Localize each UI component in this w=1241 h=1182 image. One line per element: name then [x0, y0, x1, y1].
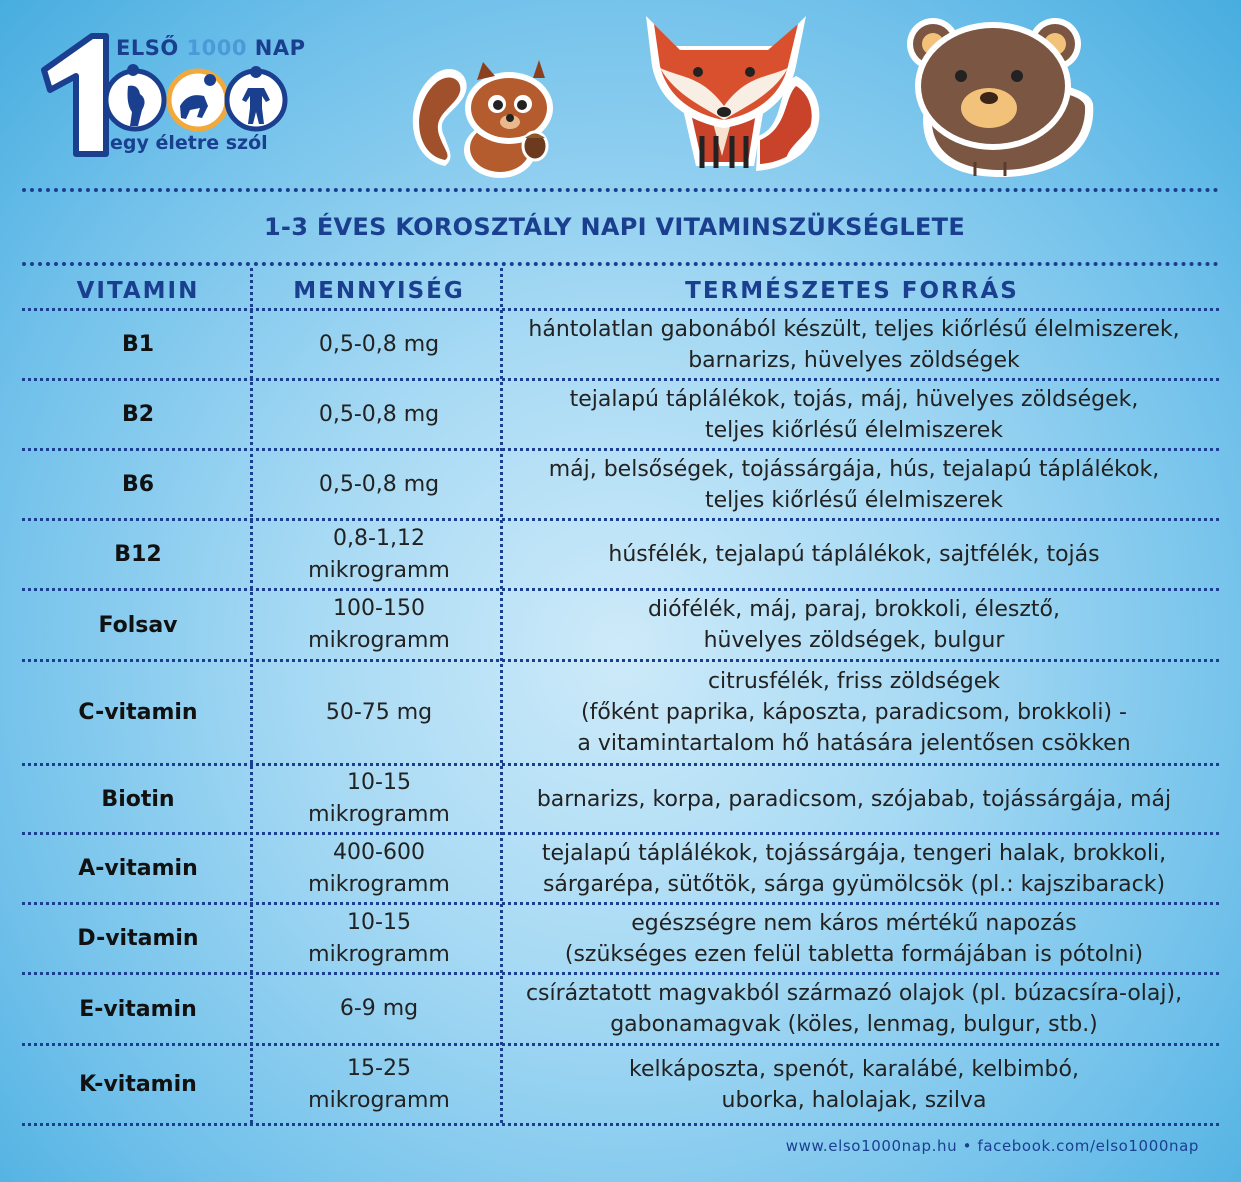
logo-subtitle: egy életre szól	[110, 132, 268, 154]
table-row	[22, 766, 1200, 832]
table-row	[22, 1046, 1200, 1123]
vitamin-name: B12	[114, 542, 162, 567]
vitamin-name: B6	[121, 472, 155, 497]
vitamin-name: Folsav	[98, 612, 178, 638]
vitamin-source: kelkáposzta, spenót, karalábé, kelbimbó, uborka, halolajak, szilva	[629, 1056, 1079, 1113]
divider-top	[22, 188, 1219, 192]
vitamin-amount: 0,5-0,8 mg	[318, 471, 440, 497]
vitamin-amount: 0,8-1,12 mikrogramm	[308, 525, 450, 583]
squirrel-icon	[405, 58, 555, 180]
vitamin-source: barnarizs, korpa, paradicsom, szójabab, tojássárgája, máj	[536, 786, 1172, 812]
vitamin-source: tejalapú táplálékok, tojás, máj, hüvelyes zöldségek, teljes kiőrlésű élelmiszerek	[569, 386, 1139, 443]
logo	[40, 32, 306, 162]
vitamin-name: K-vitamin	[79, 1072, 197, 1097]
table-row	[22, 662, 1200, 763]
divider-title	[22, 262, 1219, 266]
vitamin-name: E-vitamin	[79, 996, 197, 1022]
vitamin-name: Biotin	[101, 786, 175, 812]
vitamin-amount: 10-15 mikrogramm	[308, 909, 450, 967]
table-row	[22, 975, 1200, 1043]
table-row	[22, 905, 1200, 972]
vitamin-source: citrusfélék, friss zöldségek (főként paprika, káposzta, paradicsom, brokkoli) - a vitamintartalom hő hatására jelentősen csökken	[577, 669, 1131, 756]
footer-links[interactable]: www.elso1000nap.hu • facebook.com/elso1000nap	[785, 1137, 1199, 1155]
table-row	[22, 381, 1200, 448]
vitamin-source: húsfélék, tejalapú táplálékok, sajtfélék, tojás	[608, 542, 1100, 567]
vitamin-source: egészségre nem káros mértékű napozás (szükséges ezen felül tabletta formájában is pótolni)	[564, 910, 1144, 967]
logo-brand-text: ELSŐ 1000 NAP	[116, 36, 306, 60]
header-vitamin: VITAMIN	[76, 278, 200, 304]
vitamin-amount: 6-9 mg	[339, 996, 419, 1021]
vitamin-source: hántolatlan gabonából készült, teljes kiőrlésű élelmiszerek, barnarizs, hüvelyes zöldségek	[528, 316, 1180, 373]
vitamin-source: tejalapú táplálékok, tojássárgája, tengeri halak, brokkoli, sárgarépa, sütőtök, sárga gyümölcsök (pl.: kajszibarack)	[541, 840, 1167, 897]
vitamin-name: B2	[121, 402, 155, 427]
vitamin-name: A-vitamin	[78, 856, 198, 881]
vitamin-name: D-vitamin	[77, 926, 199, 951]
table-row	[22, 451, 1200, 518]
header-amount: MENNYISÉG	[293, 278, 465, 304]
vitamin-amount: 100-150 mikrogramm	[308, 596, 450, 653]
fox-icon	[636, 16, 831, 181]
vitamin-amount: 10-15 mikrogramm	[308, 770, 450, 827]
vitamin-amount: 50-75 mg	[325, 699, 433, 725]
vitamin-amount: 15-25 mikrogramm	[308, 1055, 450, 1113]
divider-bottom	[22, 1123, 1219, 1126]
header-source: TERMÉSZETES FORRÁS	[685, 278, 1019, 304]
table-row	[22, 591, 1200, 659]
vitamin-name: B1	[121, 332, 155, 357]
vitamin-amount: 0,5-0,8 mg	[318, 331, 440, 357]
table-row	[22, 835, 1200, 902]
vitamin-source: diófélék, máj, paraj, brokkoli, élesztő, hüvelyes zöldségek, bulgur	[648, 597, 1060, 653]
vitamin-source: máj, belsőségek, tojássárgája, hús, tejalapú táplálékok, teljes kiőrlésű élelmiszerek	[548, 456, 1160, 513]
vitamin-amount: 0,5-0,8 mg	[318, 401, 440, 427]
vitamin-name: C-vitamin	[78, 700, 198, 725]
table-row	[22, 521, 1200, 588]
page-title: 1-3 ÉVES KOROSZTÁLY NAPI VITAMINSZÜKSÉGLETE	[263, 213, 966, 241]
vitamin-amount: 400-600 mikrogramm	[308, 839, 450, 897]
bear-icon	[905, 12, 1100, 182]
vitamin-source: csíráztatott magvakból származó olajok (pl. búzacsíra-olaj), gabonamagvak (köles, lenmag, bulgur, stb.)	[525, 981, 1183, 1037]
table-row	[22, 311, 1200, 378]
